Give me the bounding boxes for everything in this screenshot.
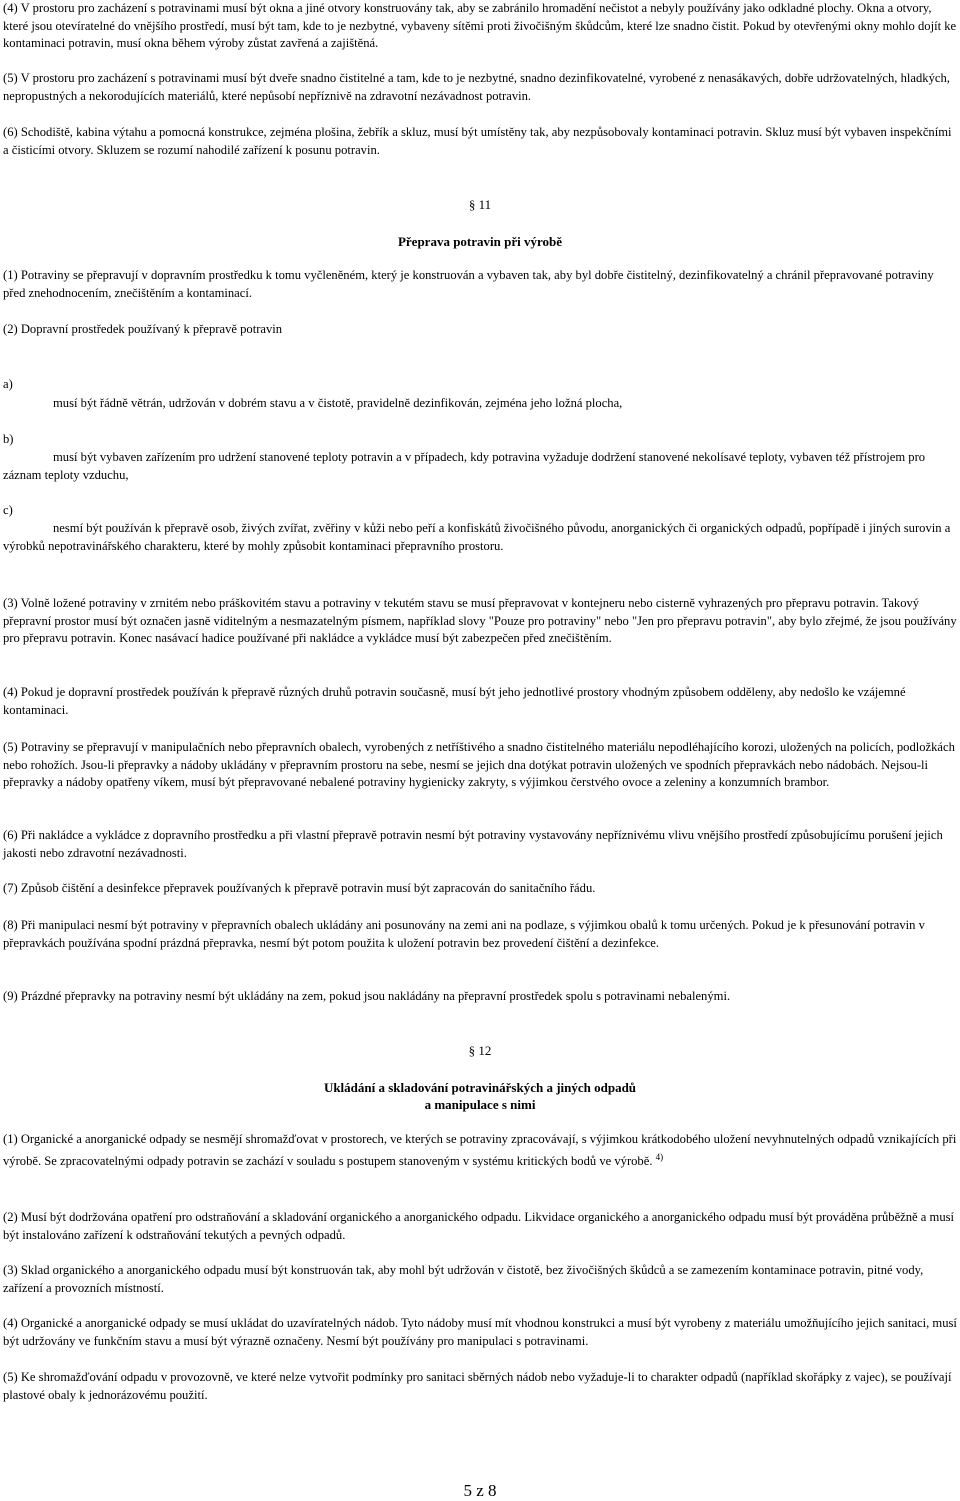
paragraph-5-doors: (5) V prostoru pro zacházení s potravinami musí být dveře snadno čistitelné a tam, kde to je nezbytné, snadno dezinfikovatelné, vyrobené z nenasákavých, dobře udržovatelných, hladkých, nepropustných a nekorodujících materiálů, které nepůsobí nepříznivě na zdravotní nezávadnost potravin. bbox=[3, 71, 950, 103]
list-item-letter-c: c) bbox=[3, 503, 13, 517]
paragraph-6-stairs: (6) Schodiště, kabina výtahu a pomocná konstrukce, zejména plošina, žebřík a skluz, musí být umístěny tak, aby nezpůsobovaly kontaminaci potravin. Skluz musí být vybaven inspekčními a čisticími otvory. Skluzem se rozumí nahodilé zařízení k posunu potravin. bbox=[3, 125, 952, 157]
s12-paragraph-1 bbox=[3, 1131, 957, 1170]
list-item-text-c: nesmí být používán k přepravě osob, živých zvířat, zvěřiny v kůži nebo peří a konfiskátů živočišného původu, anorganických či organických odpadů, popřípadě i jiných surovin a výrobků nepotravinářského charakteru, které by mohly způsobit kontaminaci přepravního prostoru. bbox=[3, 521, 951, 553]
section-12-title-line-1: Ukládání a skladování potravinářských a jiných odpadů bbox=[323, 1080, 637, 1095]
list-item-text-b: musí být vybaven zařízením pro udržení stanovené teploty potravin a v případech, kdy potravina vyžaduje dodržení stanovené nekolísavé teploty, vybaven též přístrojem pro záznam teploty vzduchu, bbox=[3, 450, 926, 482]
s11-paragraph-7: (7) Způsob čištění a desinfekce přepravek používaných k přepravě potravin musí být zapracován do sanitačního řádu. bbox=[3, 881, 596, 895]
s11-paragraph-3: (3) Volně ložené potraviny v zrnitém nebo práškovitém stavu a potraviny v tekutém stavu se musí přepravovat v kontejneru nebo cisterně vyhrazených pro přepravu potravin. Takový přepravní prostor musí být označen jasně viditelným a nesmazatelným písmem, například slovy "Pouze pro potraviny" nebo "Jen pro přepravu potravin", aby bylo zřejmé, že jsou používány pro přepravu potravin. Konec nasávací hadice používané při nakládce a vykládce musí být zabezpečen před znečištěním. bbox=[3, 596, 957, 645]
list-item-letter-a: a) bbox=[3, 377, 13, 391]
page-number: 5 z 8 bbox=[463, 1481, 497, 1500]
section-12-sign: § 12 bbox=[468, 1043, 492, 1058]
s11-paragraph-4: (4) Pokud je dopravní prostředek používán k přepravě různých druhů potravin současně, musí být jeho jednotlivé prostory vhodným způsobem odděleny, aby nedošlo ke vzájemné kontaminaci. bbox=[3, 685, 906, 717]
s11-paragraph-8: (8) Při manipulaci nesmí být potraviny v přepravních obalech ukládány ani posunovány na zemi ani na podlaze, s výjimkou obalů k tomu určených. Pokud je k přesunování potravin v přepravkách používána spodní prázdná přepravka, nesmí být potom použita k uložení potravin bez provedení čištění a dezinfekce. bbox=[3, 918, 925, 950]
list-item-letter-b: b) bbox=[3, 432, 14, 446]
section-11-sign: § 11 bbox=[468, 197, 492, 212]
s12-paragraph-3: (3) Sklad organického a anorganického odpadu musí být konstruován tak, aby mohl být udržován v čistotě, bez živočišných škůdců a se zamezením kontaminace potravin, pitné vody, zařízení a provozních místností. bbox=[3, 1263, 924, 1295]
section-11-title: Přeprava potravin při výrobě bbox=[397, 234, 563, 249]
paragraph-4-windows: (4) V prostoru pro zacházení s potravinami musí být okna a jiné otvory konstruovány tak, aby se zabránilo hromadění nečistot a nebyly používány jako odkladné plochy. Okna a otvory, které jsou otevíratelné do vnějšího prostředí, musí být tam, kde to je nezbytné, vybaveny sítěmi proti živočišným škůdcům, které lze snadno čistit. Pokud by otevřenými okny mohlo dojít ke kontaminaci potravin, musí okna během výroby zůstat zavřená a zajištěná. bbox=[3, 1, 957, 50]
footnote-reference: 4) bbox=[655, 1151, 664, 1162]
s11-paragraph-2: (2) Dopravní prostředek používaný k přepravě potravin bbox=[3, 322, 283, 336]
s12-paragraph-1-text: (1) Organické a anorganické odpady se nesmějí shromažďovat v prostorech, ve kterých se potraviny zpracovávají, s výjimkou krátkodobého uložení nevyhnutelných odpadů vznikajících při výrobě. Se zpracovatelnými odpady potravin se zachází v souladu s postupem stanoveným v systému kritických bodů ve výrobě. bbox=[3, 1132, 957, 1168]
s11-paragraph-6: (6) Při nakládce a vykládce z dopravního prostředku a při vlastní přepravě potravin nesmí být potraviny vystavovány nepříznivému vlivu vnějšího prostředí způsobujícímu porušení jejich jakosti nebo zdravotní nezávadnosti. bbox=[3, 828, 943, 860]
s11-paragraph-1: (1) Potraviny se přepravují v dopravním prostředku k tomu vyčleněném, který je konstruován a vybaven tak, aby byl dobře čistitelný, dezinfikovatelný a chránil přepravované potraviny před znehodnocením, znečištěním a kontaminací. bbox=[3, 268, 934, 300]
s12-paragraph-4: (4) Organické a anorganické odpady se musí ukládat do uzavíratelných nádob. Tyto nádoby musí mít vhodnou konstrukci a musí být vyrobeny z materiálu umožňujícího jejich sanitaci, musí být udržovány ve funkčním stavu a musí být výrazně označeny. Nesmí být používány pro manipulaci s potravinami. bbox=[3, 1316, 957, 1348]
s12-paragraph-2: (2) Musí být dodržována opatření pro odstraňování a skladování organického a anorganického odpadu. Likvidace organického a anorganického odpadu musí být prováděna průběžně a musí být instalováno zařízení k odstraňování tekutých a pevných odpadů. bbox=[3, 1210, 955, 1242]
s11-paragraph-5: (5) Potraviny se přepravují v manipulačních nebo přepravních obalech, vyrobených z netříštivého a snadno čistitelného materiálu nepodléhajícího korozi, uložených na policích, podložkách nebo rohožích. Jsou-li přepravky a nádoby ukládány v přepravním prostoru na sebe, nesmí se jejich dna dotýkat potravin uložených ve spodních přepravkách nebo nádobách. Nejsou-li přepravky a nádoby opatřeny víkem, musí být přepravované nebalené potraviny hygienicky zakryty, s výjimkou čerstvého ovoce a zeleniny a konzumních brambor. bbox=[3, 740, 955, 789]
s11-paragraph-9: (9) Prázdné přepravky na potraviny nesmí být ukládány na zem, pokud jsou nakládány na přepravní prostředek spolu s potravinami nebalenými. bbox=[3, 989, 731, 1003]
list-item-text-a: musí být řádně větrán, udržován v dobrém stavu a v čistotě, pravidelně dezinfikován, zejména jeho ložná plocha, bbox=[53, 396, 623, 410]
section-12-title-line-2: a manipulace s nimi bbox=[424, 1097, 536, 1112]
s12-paragraph-5: (5) Ke shromažďování odpadu v provozovně, ve které nelze vytvořit podmínky pro sanitaci sběrných nádob nebo vyžaduje-li to charakter odpadů (například skořápky z vajec), se používají plastové obaly k jednorázovému použití. bbox=[3, 1370, 952, 1402]
